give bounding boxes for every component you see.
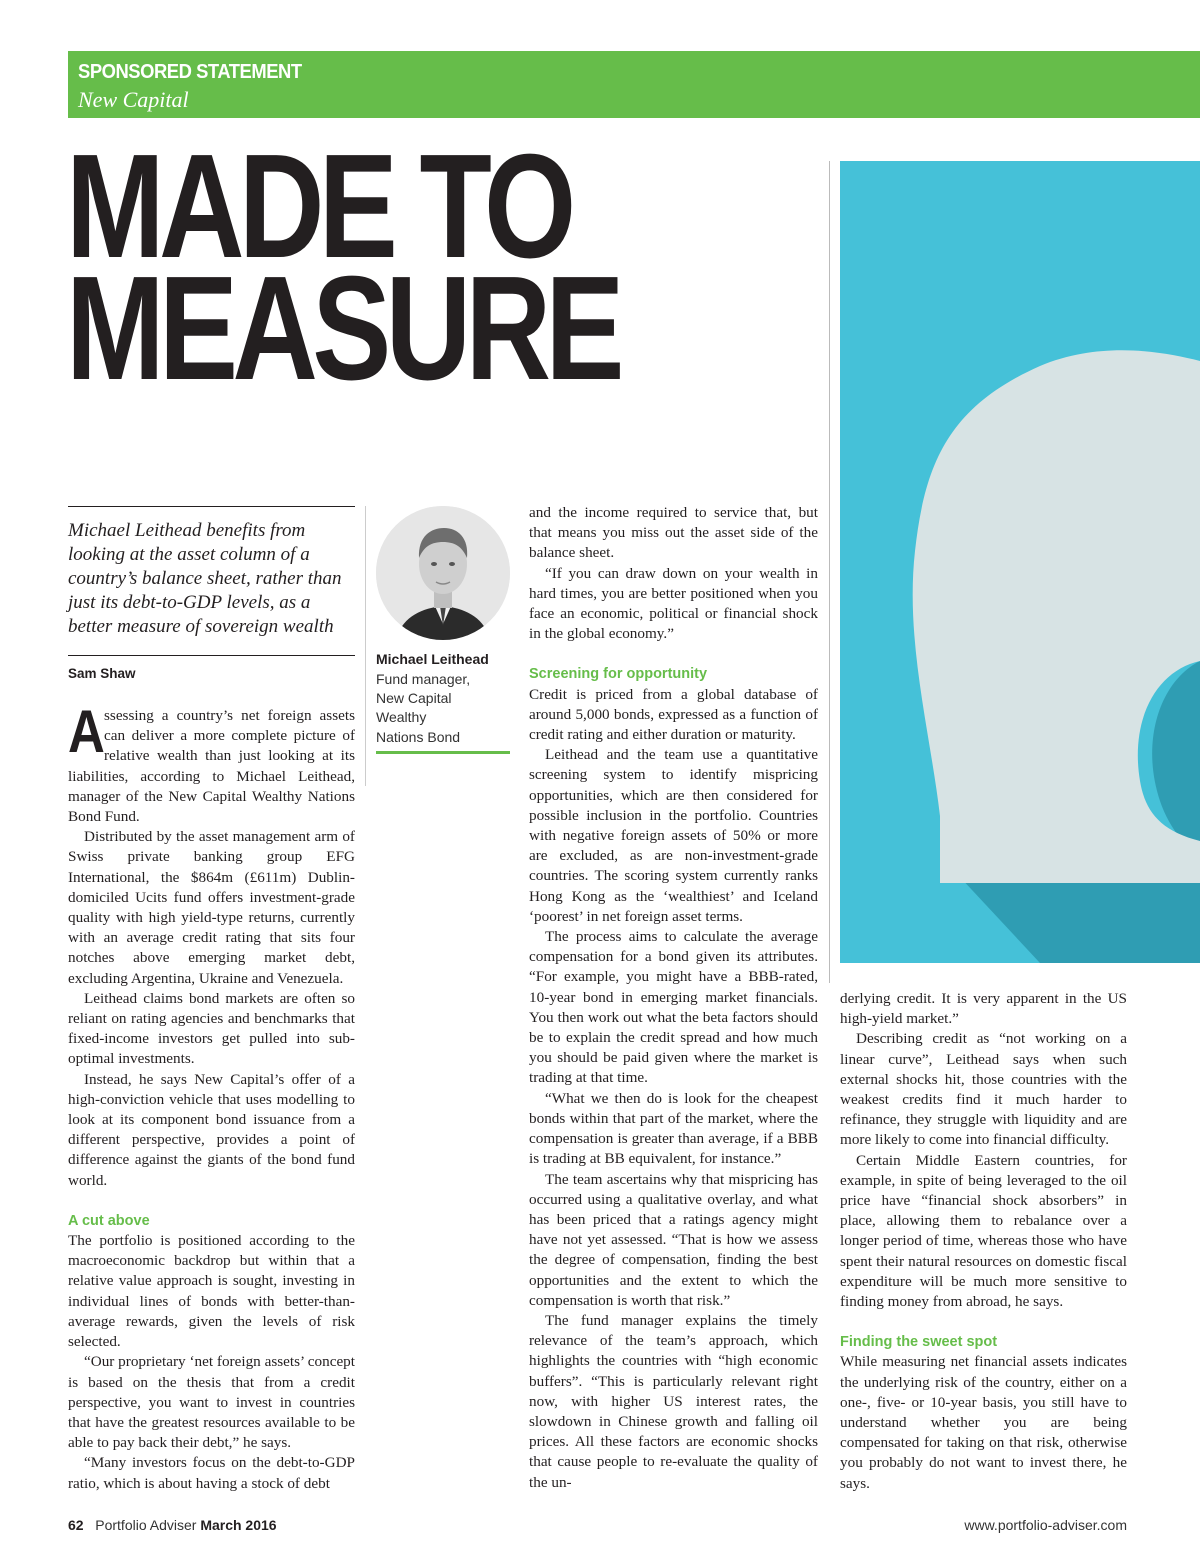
headline-line-1: MADE TO [66, 124, 571, 289]
magazine-name: Portfolio Adviser [95, 1517, 197, 1533]
subheading: Finding the sweet spot [840, 1334, 998, 1351]
standfirst: Michael Leithead benefits from looking at the asset column of a country’s balance sheet, rather than just its debt-to-GDP levels, as a better measure of sovereign wealth [68, 506, 355, 656]
profile-role-line: Fund manager, [376, 671, 471, 687]
paragraph: Leithead and the team use a quantitative screening system to identify mispricing opportunities, which are then considered for possible inclusion in the portfolio. Countries with negative foreign assets of 50% or more are excluded, as are non-investment-grade countries. The scoring system currently ranks Hong Kong as the ‘wealthiest’ and Iceland ‘poorest’ in net foreign asset terms. [529, 746, 818, 925]
article-column-1 [68, 706, 355, 1494]
paragraph: “What we then do is look for the cheapest bonds within that part of the market, where the compensation is greater than average, if a BBB is trading at BB equivalent, for instance.” [529, 1089, 818, 1168]
paragraph: The team ascertains why that mispricing has occurred using a qualitative overlay, and what has been priced that a ratings agency might have not yet assessed. “That is how we assess the degree of compensation, finding the best opportunities and the extent to which the compensation is worth that risk.” [529, 1170, 818, 1309]
banner-label: SPONSORED STATEMENT [78, 61, 302, 83]
profile-role-line: Wealthy [376, 709, 427, 726]
paragraph: The portfolio is positioned according to the macroeconomic backdrop but within that a relative value approach is sought, investing in individual lines of bonds with better-than-average rewards, given the levels of risk selected. [68, 1232, 355, 1351]
page-footer-left [68, 1517, 277, 1533]
headline-line-2: MEASURE [66, 246, 619, 411]
profile-accent-bar [376, 751, 510, 754]
paragraph: While measuring net financial assets indicates the underlying risk of the country, either on a one-, five- or 10-year basis, you still have to understand whether you are being compensated for taking on that risk, otherwise you probably do not want to invest there, he says. [840, 1353, 1127, 1492]
profile-divider [365, 506, 366, 786]
paragraph: “Our proprietary ‘net foreign assets’ concept is based on the thesis that from a credit perspective, you want to invest in countries that have the greatest resources available to be able to pay back their debt,” he says. [68, 1353, 355, 1452]
paragraph: “If you can draw down on your wealth in hard times, you are better positioned when you face an economic, political or financial shock in the global economy.” [529, 564, 818, 643]
banner-sponsor: New Capital [78, 87, 189, 112]
paragraph: The fund manager explains the timely relevance of the team’s approach, which highlights the countries with “high economic buffers”. “This is particularly relevant right now, with higher US interest rates, the slowdown in Chinese growth and falling oil prices. All these factors are economic shocks that cause people to re-evaluate the quality of the un- [529, 1311, 818, 1491]
paragraph-text: ssessing a country’s net foreign assets can deliver a more complete picture of relative wealth than just looking at its liabilities, according to Michael Leithead, manager of the New Capital Wealthy Nations Bond Fund. [68, 707, 355, 826]
profile-name: Michael Leithead [376, 651, 489, 667]
drop-cap: A [68, 706, 105, 765]
profile-role [376, 670, 510, 747]
article-column-3 [840, 989, 1127, 1494]
paragraph: Distributed by the asset management arm of Swiss private banking group EFG International, the $864m (£611m) Dublin-domiciled Ucits fund offers investment-grade quality with high yield-type returns, currently with an average credit rating that sits four notches above emerging market debt, excluding Argentina, Ukraine and Venezuela. [68, 828, 355, 987]
paragraph: Credit is priced from a global database of around 5,000 bonds, expressed as a function of credit rating and either duration or maturity. [529, 685, 818, 744]
portrait-photo [376, 506, 510, 640]
article-column-2 [529, 503, 818, 1493]
paragraph: Certain Middle Eastern countries, for example, in spite of being leveraged to the oil price have “financial shock absorbers” in place, allowing them to rebalance over a longer period of time, whereas those who have spent their natural resources on domestic fiscal expenditure will be much more sensitive to finding money from abroad, he says. [840, 1151, 1127, 1311]
subheading: Screening for opportunity [529, 666, 708, 683]
paragraph: derlying credit. It is very apparent in the US high-yield market.” [840, 990, 1127, 1028]
sponsored-banner [68, 51, 1200, 118]
column-divider [829, 161, 830, 983]
page-number: 62 [68, 1517, 84, 1533]
paragraph: and the income required to service that, but that means you miss out the asset side of the balance sheet. [529, 504, 818, 562]
paragraph [68, 706, 355, 827]
subheading: A cut above [68, 1212, 150, 1229]
paragraph: The process aims to calculate the average compensation for a bond given its attributes. “For example, you might have a BBB-rated, 10-year bond in emerging market financials. You then work out what the beta factors should be to explain the credit spread and how much you should be paid given where the market is trading at that time. [529, 928, 818, 1087]
profile-role-line: New Capital [376, 690, 452, 707]
profile-role-line: Nations Bond [376, 728, 461, 745]
paragraph: Describing credit as “not working on a linear curve”, Leithead says when such external shocks hit, those countries with the weakest credits find it much harder to refinance, they struggle with liquidity and are more likely to come into financial difficulty. [840, 1030, 1127, 1149]
paragraph: “Many investors focus on the debt-to-GDP ratio, which is about having a stock of debt [68, 1454, 355, 1492]
paragraph: Leithead claims bond markets are often so reliant on rating agencies and benchmarks that fixed-income investors get pulled into sub-optimal investments. [68, 989, 355, 1068]
paragraph: Instead, he says New Capital’s offer of a high-conviction vehicle that uses modelling to look at its component bond issuance from a different perspective, provides a point of difference against the giants of the bond fund world. [68, 1070, 355, 1189]
hero-illustration [840, 161, 1200, 963]
headline [66, 124, 619, 411]
issue-date: March 2016 [200, 1517, 277, 1533]
byline: Sam Shaw [68, 666, 136, 681]
website-url: www.portfolio-adviser.com [964, 1517, 1127, 1533]
